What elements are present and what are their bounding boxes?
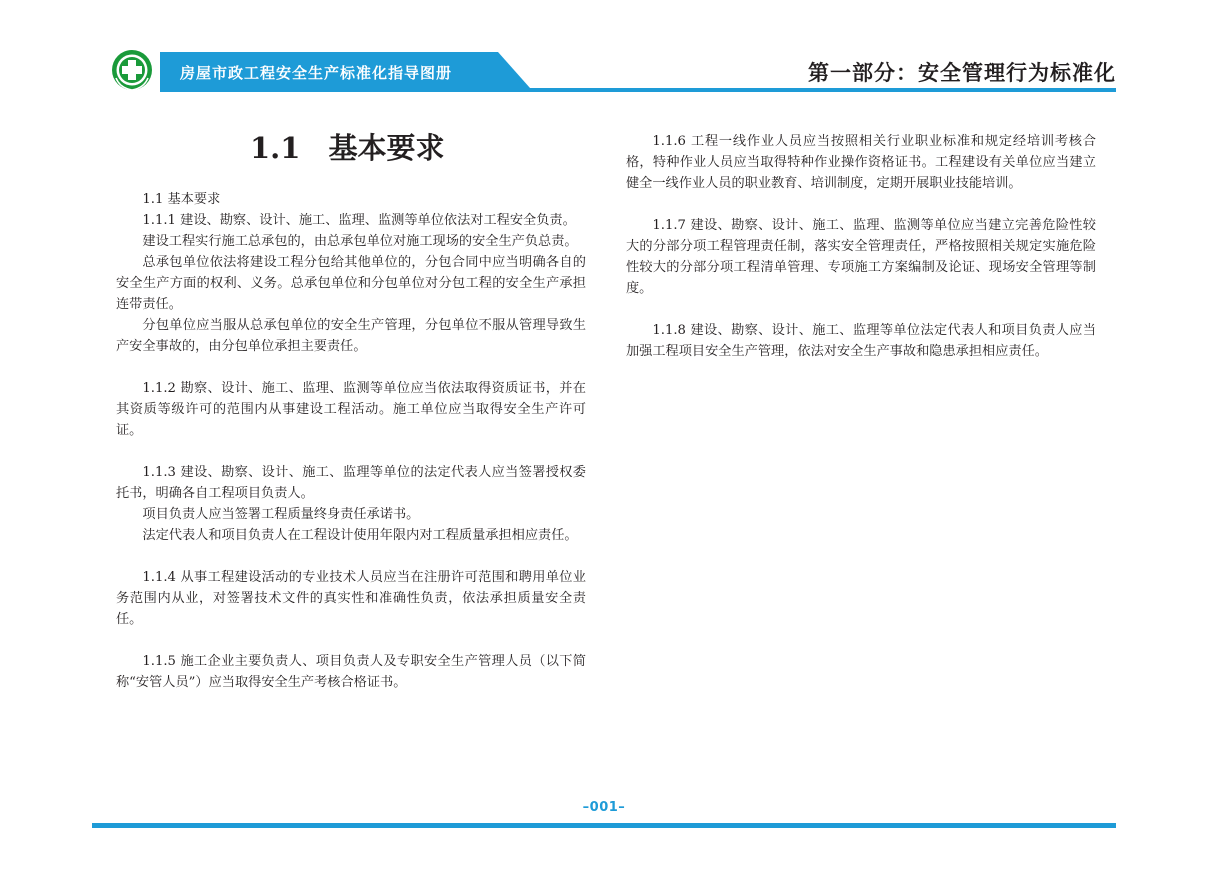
paragraph: 1.1.4 从事工程建设活动的专业技术人员应当在注册许可范围和聘用单位业务范围内从业，对签署技术文件的真实性和准确性负责，依法承担质量安全责任。: [116, 570, 586, 627]
right-column: [626, 131, 1096, 362]
paragraph: 项目负责人应当签署工程质量终身责任承诺书。: [142, 507, 420, 522]
section-title: 第一部分：安全管理行为标准化: [808, 60, 1116, 85]
paragraph: 1.1.3 建设、勘察、设计、施工、监理等单位的法定代表人应当签署授权委托书，明确各自工程项目负责人。: [116, 465, 586, 501]
page-number: –001–: [582, 800, 626, 815]
paragraph: 建设工程实行施工总承包的，由总承包单位对施工现场的安全生产负总责。: [142, 234, 578, 249]
paragraph: 1.1.6 工程一线作业人员应当按照相关行业职业标准和规定经培训考核合格，特种作业人员应当取得特种作业操作资格证书。工程建设有关单位应当建立健全一线作业人员的职业教育、培训制度，定期开展职业技能培训。: [626, 134, 1096, 191]
paragraph: 法定代表人和项目负责人在工程设计使用年限内对工程质量承担相应责任。: [142, 528, 578, 543]
paragraph: 1.1 基本要求: [142, 192, 221, 207]
footer-divider: [92, 823, 1116, 828]
paragraph: 1.1.5 施工企业主要负责人、项目负责人及专职安全生产管理人员（以下简称“安管人员”）应当取得安全生产考核合格证书。: [116, 654, 586, 690]
paragraph: 总承包单位依法将建设工程分包给其他单位的，分包合同中应当明确各自的安全生产方面的权利、义务。总承包单位和分包单位对分包工程的安全生产承担连带责任。: [116, 255, 586, 312]
heading-title: 基本要求: [328, 131, 445, 165]
paragraph: 1.1.2 勘察、设计、施工、监理、监测等单位应当依法取得资质证书，并在其资质等级许可的范围内从事建设工程活动。施工单位应当取得安全生产许可证。: [116, 381, 586, 438]
header-divider: [160, 88, 1116, 92]
book-title: 房屋市政工程安全生产标准化指导图册: [180, 64, 453, 82]
heading-number: 1.1: [250, 131, 301, 165]
paragraph: 1.1.1 建设、勘察、设计、施工、监理、监测等单位依法对工程安全负责。: [142, 213, 576, 228]
left-column: [116, 189, 586, 693]
safety-cross-emblem-icon: [110, 48, 154, 92]
paragraph: 分包单位应当服从总承包单位的安全生产管理，分包单位不服从管理导致生产安全事故的，由分包单位承担主要责任。: [116, 318, 586, 354]
page-heading: [250, 128, 444, 168]
paragraph: 1.1.8 建设、勘察、设计、施工、监理等单位法定代表人和项目负责人应当加强工程项目安全生产管理，依法对安全生产事故和隐患承担相应责任。: [626, 323, 1096, 359]
paragraph: 1.1.7 建设、勘察、设计、施工、监理、监测等单位应当建立完善危险性较大的分部分项工程管理责任制，落实安全管理责任，严格按照相关规定实施危险性较大的分部分项工程清单管理、专项施工方案编制及论证、现场安全管理等制度。: [626, 218, 1096, 296]
